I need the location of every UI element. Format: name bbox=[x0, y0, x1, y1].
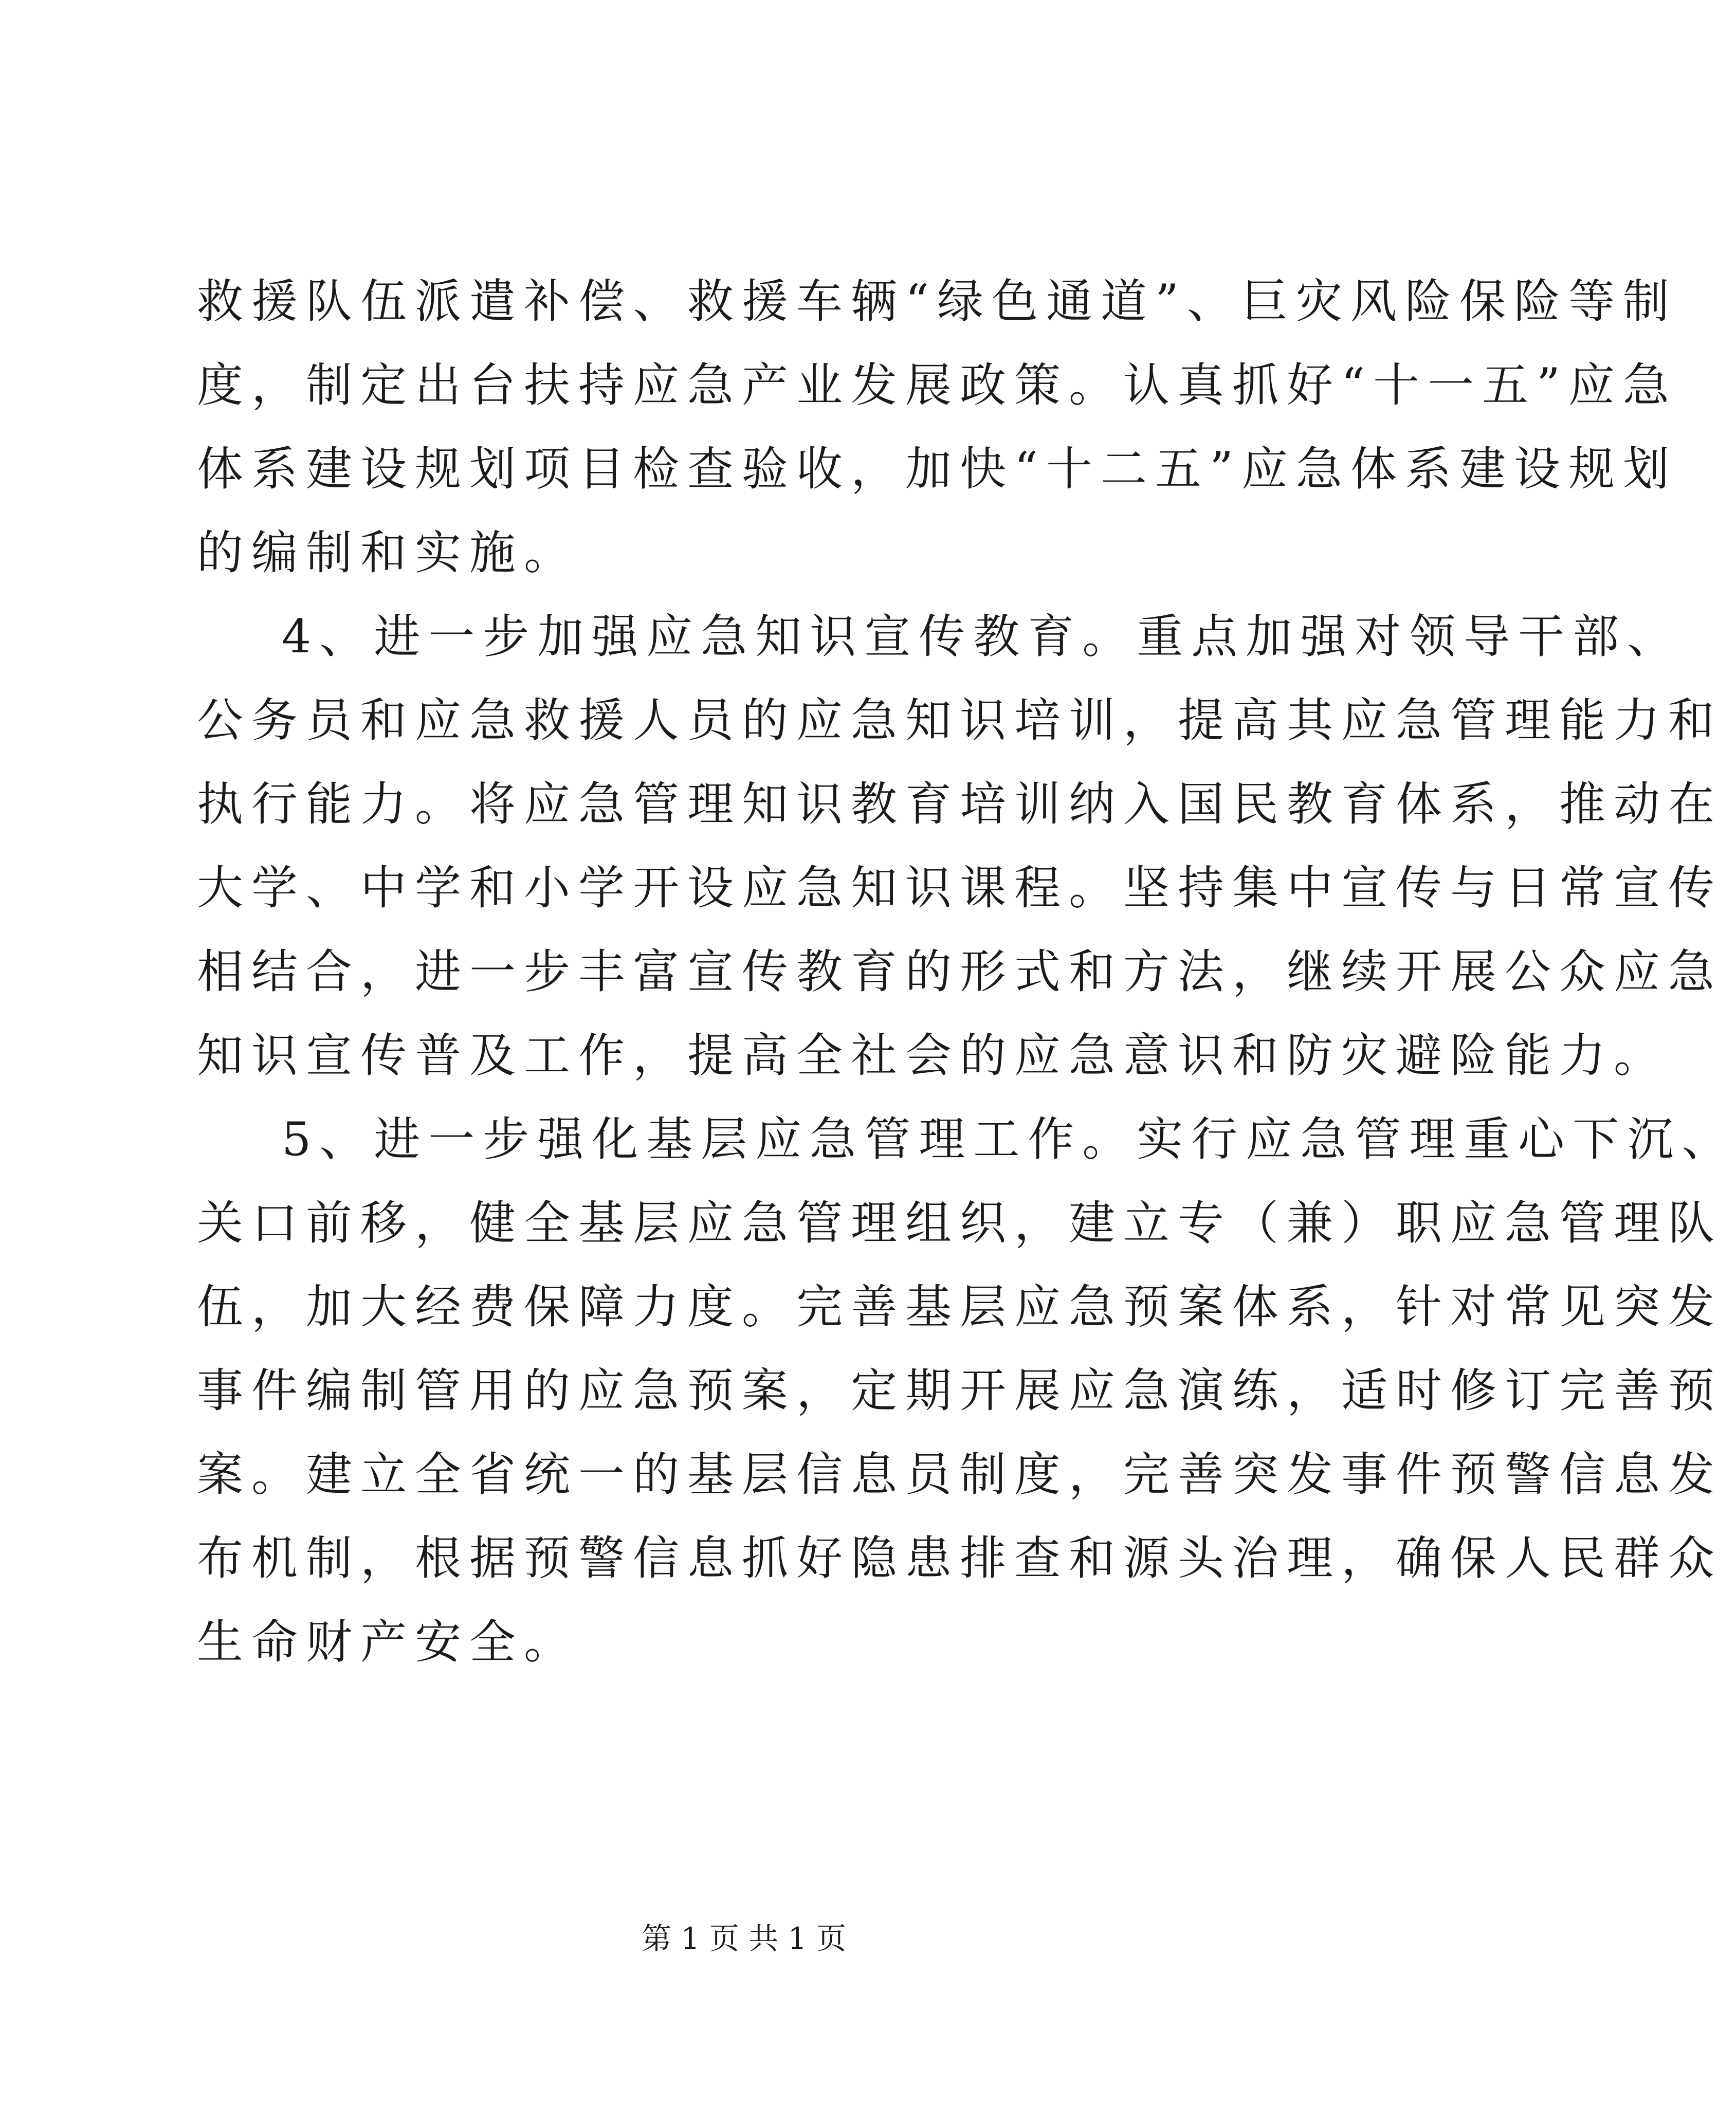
paragraph-2-line-1: 4、进一步加强应急知识宣传教育。重点加强对领导干部、 bbox=[282, 610, 1682, 664]
paragraph-2-line-5: 相结合，进一步丰富宣传教育的形式和方法，继续开展公众应急 bbox=[197, 945, 1723, 999]
paragraph-2-line-4: 大学、中学和小学开设应急知识课程。坚持集中宣传与日常宣传 bbox=[197, 861, 1723, 915]
page-number-label: 第 1 页 共 1 页 bbox=[642, 1921, 846, 1956]
paragraph-2-line-3: 执行能力。将应急管理知识教育培训纳入国民教育体系，推动在 bbox=[197, 777, 1723, 831]
paragraph-1-line-1: 救援队伍派遣补偿、救援车辆“绿色通道”、巨灾风险保险等制 bbox=[197, 275, 1678, 328]
paragraph-3-line-6: 布机制，根据预警信息抓好隐患排查和源头治理，确保人民群众 bbox=[197, 1531, 1723, 1585]
paragraph-3-line-2: 关口前移，健全基层应急管理组织，建立专（兼）职应急管理队 bbox=[197, 1196, 1723, 1250]
paragraph-3-line-1: 5、进一步强化基层应急管理工作。实行应急管理重心下沉、 bbox=[282, 1112, 1736, 1166]
paragraph-3-line-3: 伍，加大经费保障力度。完善基层应急预案体系，针对常见突发 bbox=[197, 1280, 1723, 1334]
paragraph-1-line-2: 度，制定出台扶持应急产业发展政策。认真抓好“十一五”应急 bbox=[197, 358, 1678, 412]
page-footer bbox=[0, 1920, 1488, 1956]
paragraph-3-line-4: 事件编制管用的应急预案，定期开展应急演练，适时修订完善预 bbox=[197, 1364, 1723, 1418]
paragraph-2-line-2: 公务员和应急救援人员的应急知识培训，提高其应急管理能力和 bbox=[197, 693, 1723, 747]
paragraph-1-line-3: 体系建设规划项目检查验收，加快“十二五”应急体系建设规划 bbox=[197, 442, 1678, 496]
paragraph-3-line-7: 生命财产安全。 bbox=[197, 1615, 578, 1669]
paragraph-1-line-4: 的编制和实施。 bbox=[197, 526, 578, 580]
paragraph-2-line-6: 知识宣传普及工作，提高全社会的应急意识和防灾避险能力。 bbox=[197, 1029, 1668, 1083]
paragraph-3-line-5: 案。建立全省统一的基层信息员制度，完善突发事件预警信息发 bbox=[197, 1448, 1723, 1502]
